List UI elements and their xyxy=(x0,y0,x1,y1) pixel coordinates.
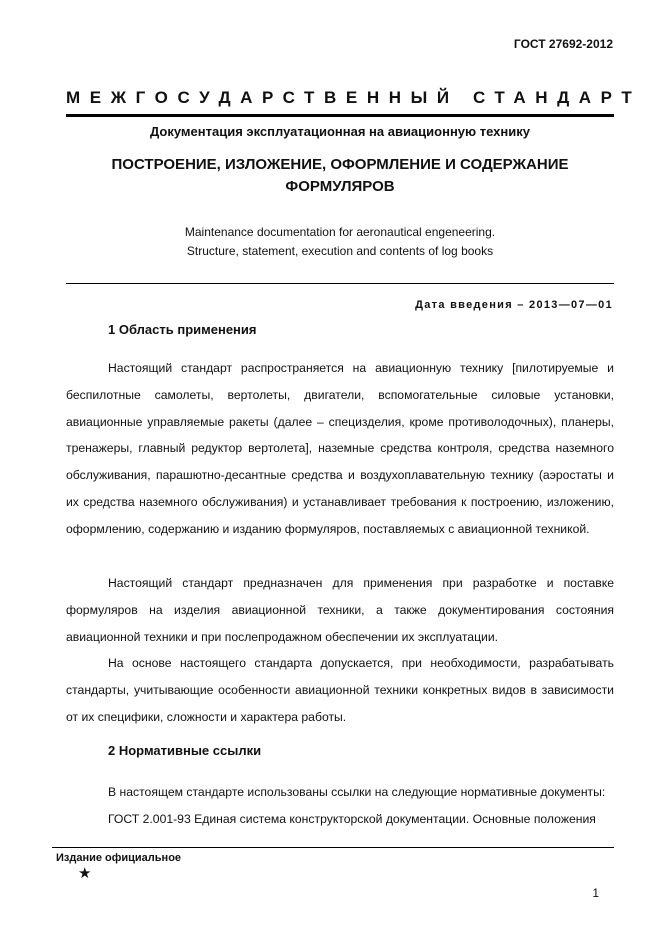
title-divider-thin xyxy=(66,283,614,284)
main-title-line-2: ФОРМУЛЯРОВ xyxy=(285,178,395,195)
section-2-paragraph-1: В настоящем стандарте использованы ссылки на следующие нормативные документы: xyxy=(108,785,606,799)
document-subtitle: Документация эксплуатационная на авиационную технику xyxy=(150,124,530,139)
gost-code: ГОСТ 27692-2012 xyxy=(513,37,613,51)
section-2-heading: 2 Нормативные ссылки xyxy=(108,743,262,758)
main-title-line-1: ПОСТРОЕНИЕ, ИЗЛОЖЕНИЕ, ОФОРМЛЕНИЕ И СОДЕРЖАНИЕ xyxy=(111,156,569,173)
introduction-date: Дата введения – 2013—07—01 xyxy=(415,299,613,311)
section-1-paragraph-2: Настоящий стандарт предназначен для применения при разработке и поставке формуляров на изделия авиационной техники, а также документирования состояния авиационной техники и при послепродажном обеспечении их эксплуатации. xyxy=(66,576,614,644)
document-main-title xyxy=(66,154,614,198)
star-icon: ★ xyxy=(78,865,92,882)
english-title-line-2: Structure, statement, execution and contents of log books xyxy=(186,244,494,258)
official-edition-label: Издание официальное xyxy=(56,852,182,864)
footer-divider xyxy=(52,847,614,848)
title-divider-thick xyxy=(66,114,614,117)
page-number: 1 xyxy=(592,886,599,900)
english-title-line-1: Maintenance documentation for aeronautical engeneering. xyxy=(184,225,496,239)
section-1-paragraph-1: Настоящий стандарт распространяется на авиационную технику [пилотируемые и беспилотные самолеты, вертолеты, двигатели, вспомогательные силовые установки, авиационные управляемые ракеты (далее – специзделия, кроме противолодочных), планеры, тренажеры, главный редуктор вертолета], наземные средства контроля, средства наземного обслуживания, парашютно-десантные средства и воздухоплавательную технику (аэростаты и их средства наземного обслуживания) и устанавливает требования к построению, изложению, оформлению, содержанию и изданию формуляров, поставляемых с авиационной техникой. xyxy=(66,361,614,536)
section-1-heading: 1 Область применения xyxy=(108,322,257,337)
section-2-paragraph-2: ГОСТ 2.001-93 Единая система конструкторской документации. Основные положения xyxy=(108,812,596,826)
english-title xyxy=(66,223,614,261)
standard-type-heading: МЕЖГОСУДАРСТВЕННЫЙ СТАНДАРТ xyxy=(66,88,642,107)
section-1-paragraph-3: На основе настоящего стандарта допускается, при необходимости, разрабатывать стандарты, учитывающие особенности авиационной техники конкретных видов в зависимости от их специфики, сложности и характера работы. xyxy=(66,656,614,724)
